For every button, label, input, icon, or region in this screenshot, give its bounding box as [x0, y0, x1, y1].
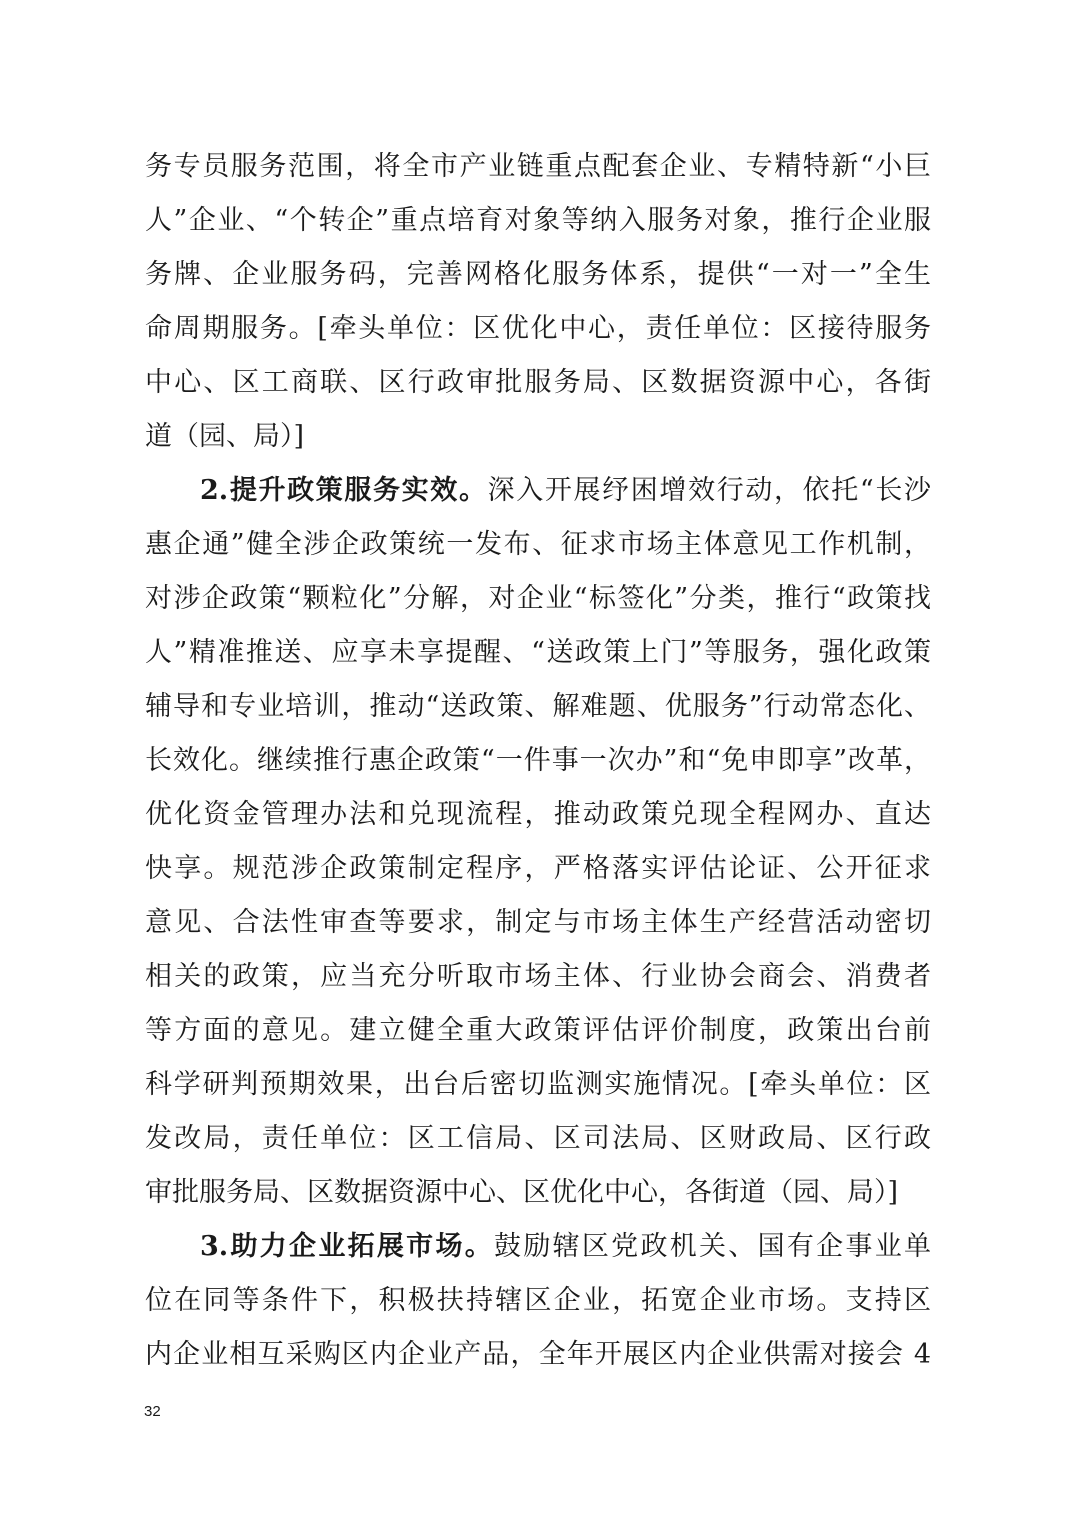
section-heading: 2.提升政策服务实效。: [200, 475, 488, 506]
text-line: 科学研判预期效果，出台后密切监测实施情况。[牵头单位：区: [145, 1069, 931, 1100]
text-line: 辅导和专业培训，推动“送政策、解难题、优服务”行动常态化、: [145, 691, 931, 722]
text-line: 务专员服务范围，将全市产业链重点配套企业、专精特新“小巨: [145, 151, 931, 182]
paragraph-first-line: [200, 471, 931, 511]
text-line: 快享。规范涉企政策制定程序，严格落实评估论证、公开征求: [145, 853, 931, 884]
text-line: 道（园、局）]: [145, 421, 305, 452]
text-line: 相关的政策，应当充分听取市场主体、行业协会商会、消费者: [145, 961, 931, 992]
text-line: 等方面的意见。建立健全重大政策评估评价制度，政策出台前: [145, 1015, 931, 1046]
text-line: 惠企通”健全涉企政策统一发布、征求市场主体意见工作机制，: [145, 529, 931, 560]
text-line: 人”企业、“个转企”重点培育对象等纳入服务对象，推行企业服: [145, 205, 931, 236]
text-line: 命周期服务。[牵头单位：区优化中心，责任单位：区接待服务: [145, 313, 931, 344]
text-line: 发改局，责任单位：区工信局、区司法局、区财政局、区行政: [145, 1123, 931, 1154]
text-line: 长效化。继续推行惠企政策“一件事一次办”和“免申即享”改革，: [145, 745, 931, 776]
text-run: 深入开展纾困增效行动，依托“长沙: [487, 475, 931, 506]
text-line: 审批服务局、区数据资源中心、区优化中心，各街道（园、局）]: [145, 1177, 899, 1208]
paragraph-first-line: [200, 1227, 931, 1267]
text-line: 人”精准推送、应享未享提醒、“送政策上门”等服务，强化政策: [145, 637, 931, 668]
section-heading: 3.助力企业拓展市场。: [200, 1231, 495, 1262]
text-line: 意见、合法性审查等要求，制定与市场主体生产经营活动密切: [145, 907, 931, 938]
text-line: 对涉企政策“颗粒化”分解，对企业“标签化”分类，推行“政策找: [145, 583, 931, 614]
text-line: 务牌、企业服务码，完善网格化服务体系，提供“一对一”全生: [145, 259, 931, 290]
text-line: 位在同等条件下，积极扶持辖区企业，拓宽企业市场。支持区: [145, 1285, 931, 1316]
text-line: 内企业相互采购区内企业产品，全年开展区内企业供需对接会 4: [145, 1339, 931, 1370]
text-run: 鼓励辖区党政机关、国有企事业单: [494, 1231, 932, 1262]
page-number: 32: [144, 1403, 161, 1420]
text-line: 优化资金管理办法和兑现流程，推动政策兑现全程网办、直达: [145, 799, 931, 830]
text-line: 中心、区工商联、区行政审批服务局、区数据资源中心，各街: [145, 367, 931, 398]
